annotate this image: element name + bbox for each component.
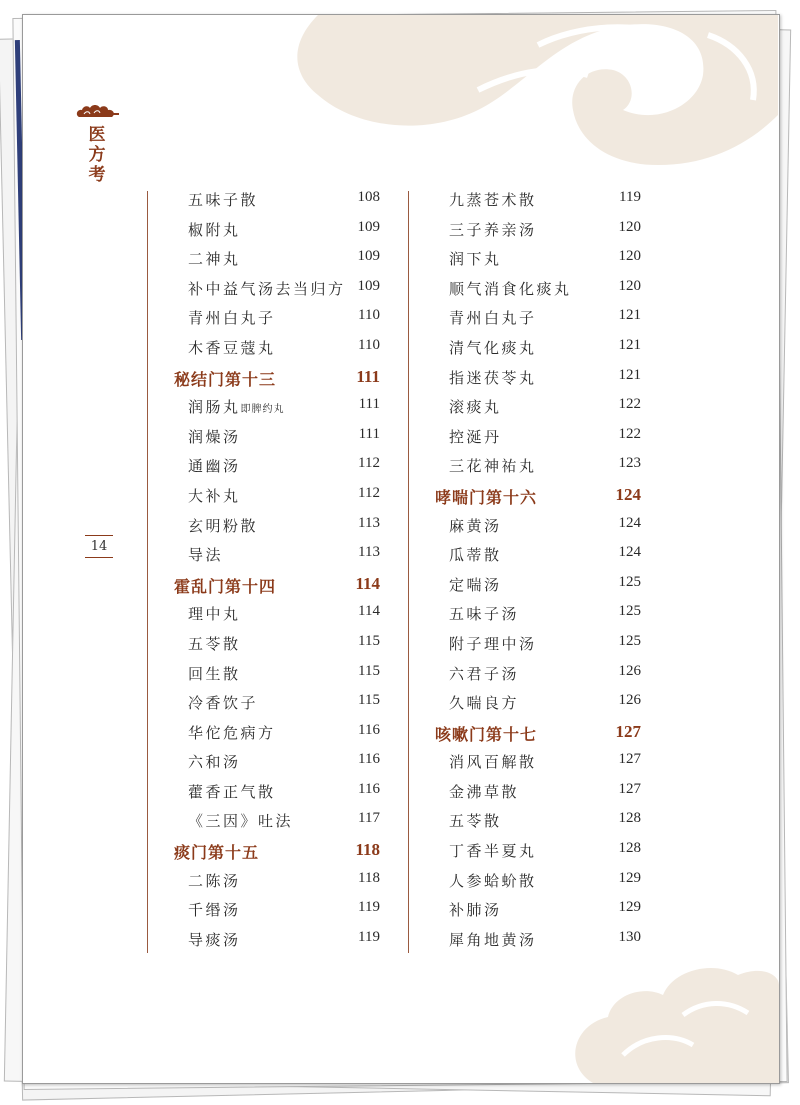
entry-title: 理中丸 — [188, 605, 241, 624]
entry-title: 顺气消食化痰丸 — [449, 279, 572, 298]
page-ref: 129 — [618, 899, 641, 916]
book-title-char: 医 — [88, 125, 106, 145]
entry-title: 清气化痰丸 — [449, 338, 537, 357]
page-ref: 112 — [358, 484, 380, 501]
entry-title: 五味子散 — [188, 191, 259, 209]
entry-title: 华佗危病方 — [188, 723, 276, 742]
toc-entry — [148, 745, 380, 775]
toc-entry — [409, 538, 641, 568]
page-ref: 109 — [357, 218, 380, 235]
page-ref: 126 — [618, 662, 641, 679]
entry-title: 滚痰丸 — [449, 398, 502, 417]
toc-entry — [148, 864, 380, 894]
page-ref: 117 — [358, 810, 380, 827]
toc-entry — [409, 331, 641, 361]
book-title — [87, 125, 107, 185]
toc-entry — [409, 242, 641, 272]
toc-entry — [148, 509, 380, 539]
entry-title: 附子理中汤 — [449, 634, 537, 653]
page-ref: 121 — [618, 336, 641, 353]
page-ref: 124 — [618, 514, 641, 531]
book-page — [22, 14, 780, 1084]
page-ref: 113 — [358, 514, 380, 531]
page-ref: 122 — [618, 425, 641, 442]
page-ref: 120 — [618, 277, 641, 294]
toc-entry — [409, 864, 641, 894]
page-ref: 115 — [358, 692, 380, 709]
toc-entry — [409, 449, 641, 479]
page-number-block — [85, 535, 113, 558]
page-ref: 121 — [618, 366, 641, 383]
page-ref: 110 — [358, 307, 380, 324]
entry-title: 麻黄汤 — [449, 516, 502, 535]
entry-title: 冷香饮子 — [188, 694, 259, 713]
entry-title: 青州白丸子 — [449, 309, 537, 328]
page-ref: 111 — [356, 366, 380, 386]
toc-entry — [409, 893, 641, 923]
entry-title: 润肠丸即脾约丸 — [188, 398, 285, 417]
entry-title: 三花神祐丸 — [449, 457, 537, 476]
toc-section-heading — [409, 716, 641, 746]
toc-entry — [409, 390, 641, 420]
page-ref: 130 — [618, 928, 641, 945]
toc-entry — [148, 183, 380, 213]
page-ref: 109 — [357, 248, 380, 265]
toc-entry — [148, 390, 380, 420]
section-title: 哮喘门第十六 — [435, 487, 538, 507]
page-ref: 120 — [618, 218, 641, 235]
toc-section-heading — [409, 479, 641, 509]
page-ref: 115 — [358, 662, 380, 679]
page-ref: 120 — [618, 248, 641, 265]
page-ref: 121 — [618, 307, 641, 324]
toc-entry — [409, 272, 641, 302]
page-ref: 109 — [357, 277, 380, 294]
toc-entry — [409, 597, 641, 627]
entry-title: 九蒸苍术散 — [449, 191, 537, 209]
page-ref: 127 — [618, 751, 641, 768]
toc-entry — [148, 272, 380, 302]
toc-entry — [148, 538, 380, 568]
toc-entry — [409, 923, 641, 953]
page-ref: 118 — [358, 869, 380, 886]
page-ref: 119 — [619, 189, 641, 205]
page-ref: 122 — [618, 396, 641, 413]
toc-entry — [148, 213, 380, 243]
page-ref: 111 — [358, 425, 380, 442]
toc-entry — [148, 686, 380, 716]
page-ref: 125 — [618, 573, 641, 590]
entry-title: 导痰汤 — [188, 930, 241, 949]
entry-title: 玄明粉散 — [188, 516, 259, 535]
entry-title: 定喘汤 — [449, 575, 502, 594]
page-ref: 119 — [358, 928, 380, 945]
entry-title: 千缗汤 — [188, 901, 241, 920]
entry-title: 久喘良方 — [449, 694, 520, 713]
book-title-char: 考 — [88, 165, 106, 185]
page-ref: 118 — [355, 840, 380, 860]
entry-title: 补中益气汤去当归方 — [188, 279, 346, 298]
toc-entry — [148, 331, 380, 361]
toc-entry — [148, 716, 380, 746]
toc-entry — [409, 834, 641, 864]
section-title: 咳嗽门第十七 — [435, 724, 538, 744]
toc-section-heading — [148, 568, 380, 598]
page-ref: 124 — [618, 544, 641, 561]
section-title: 秘结门第十三 — [174, 369, 277, 389]
entry-title: 润下丸 — [449, 250, 502, 269]
auspicious-cloud-icon — [75, 101, 119, 121]
entry-title: 通幽汤 — [188, 457, 241, 476]
page-ref: 123 — [618, 455, 641, 472]
page-ref: 114 — [358, 603, 380, 620]
entry-title: 导法 — [188, 546, 224, 565]
page-ref: 110 — [358, 336, 380, 353]
toc-column-right — [409, 183, 641, 952]
page-ref: 113 — [358, 544, 380, 561]
toc-entry — [148, 242, 380, 272]
entry-title: 青州白丸子 — [188, 309, 276, 328]
entry-title: 《三因》吐法 — [188, 812, 294, 831]
section-title: 霍乱门第十四 — [174, 576, 277, 596]
page-ref: 127 — [615, 721, 641, 741]
page-ref: 128 — [618, 840, 641, 857]
entry-title: 犀角地黄汤 — [449, 930, 537, 949]
toc-entry — [409, 183, 641, 213]
entry-title: 椒附丸 — [188, 220, 241, 239]
toc-entry — [148, 301, 380, 331]
page-ref: 127 — [618, 780, 641, 797]
toc-entry — [409, 804, 641, 834]
toc-entry — [409, 745, 641, 775]
page-ref: 116 — [358, 751, 380, 768]
entry-title: 六君子汤 — [449, 664, 520, 683]
entry-title: 回生散 — [188, 664, 241, 683]
toc-entry — [148, 923, 380, 953]
toc-entry — [148, 657, 380, 687]
page-ref: 126 — [618, 692, 641, 709]
entry-title: 五苓散 — [188, 634, 241, 653]
entry-title: 三子养亲汤 — [449, 220, 537, 239]
entry-title: 瓜蒂散 — [449, 546, 502, 565]
toc-entry — [148, 597, 380, 627]
entry-title: 大补丸 — [188, 486, 241, 505]
entry-title: 木香豆蔻丸 — [188, 338, 276, 357]
toc-entry — [409, 420, 641, 450]
entry-title: 五味子汤 — [449, 605, 520, 624]
page-ref: 124 — [615, 484, 641, 504]
page-ref: 108 — [357, 189, 380, 205]
toc-entry — [409, 568, 641, 598]
toc-section-heading — [148, 834, 380, 864]
entry-title: 二神丸 — [188, 250, 241, 269]
toc-entry — [148, 893, 380, 923]
entry-title: 金沸草散 — [449, 782, 520, 801]
entry-title: 藿香正气散 — [188, 782, 276, 801]
page-ref: 116 — [358, 780, 380, 797]
entry-note: 即脾约丸 — [240, 404, 285, 416]
section-title: 痰门第十五 — [174, 843, 260, 863]
toc-entry — [409, 627, 641, 657]
entry-title: 指迷茯苓丸 — [449, 368, 537, 387]
page-ref: 128 — [618, 810, 641, 827]
entry-title: 消风百解散 — [449, 753, 537, 772]
page-ref: 125 — [618, 603, 641, 620]
entry-title: 人参蛤蚧散 — [449, 871, 537, 890]
toc-entry — [409, 657, 641, 687]
toc-entry — [148, 420, 380, 450]
toc-entry — [148, 449, 380, 479]
entry-title: 六和汤 — [188, 753, 241, 772]
cloud-decoration-icon — [278, 15, 778, 175]
page-ref: 125 — [618, 632, 641, 649]
page-number-rule — [85, 557, 113, 558]
page-number: 14 — [90, 539, 108, 554]
entry-title: 丁香半夏丸 — [449, 842, 537, 861]
toc-entry — [409, 301, 641, 331]
toc-entry — [409, 361, 641, 391]
toc-entry — [148, 775, 380, 805]
toc-section-heading — [148, 361, 380, 391]
toc-entry — [409, 213, 641, 243]
book-title-char: 方 — [88, 145, 106, 165]
toc-column-left — [148, 183, 380, 952]
entry-title: 润燥汤 — [188, 427, 241, 446]
page-ref: 112 — [358, 455, 380, 472]
toc-entry — [148, 627, 380, 657]
entry-title: 二陈汤 — [188, 871, 241, 890]
page-ref: 111 — [358, 396, 380, 413]
toc-entry — [148, 804, 380, 834]
page-ref: 115 — [358, 632, 380, 649]
entry-title: 控涎丹 — [449, 427, 502, 446]
toc-entry — [409, 686, 641, 716]
page-ref: 119 — [358, 899, 380, 916]
page-ref: 114 — [355, 573, 380, 593]
toc-entry — [409, 775, 641, 805]
page-ref: 116 — [358, 721, 380, 738]
entry-title: 补肺汤 — [449, 901, 502, 920]
page-ref: 129 — [618, 869, 641, 886]
toc-entry — [148, 479, 380, 509]
cloud-decoration-icon — [563, 955, 779, 1083]
entry-title: 五苓散 — [449, 812, 502, 831]
toc-entry — [409, 509, 641, 539]
